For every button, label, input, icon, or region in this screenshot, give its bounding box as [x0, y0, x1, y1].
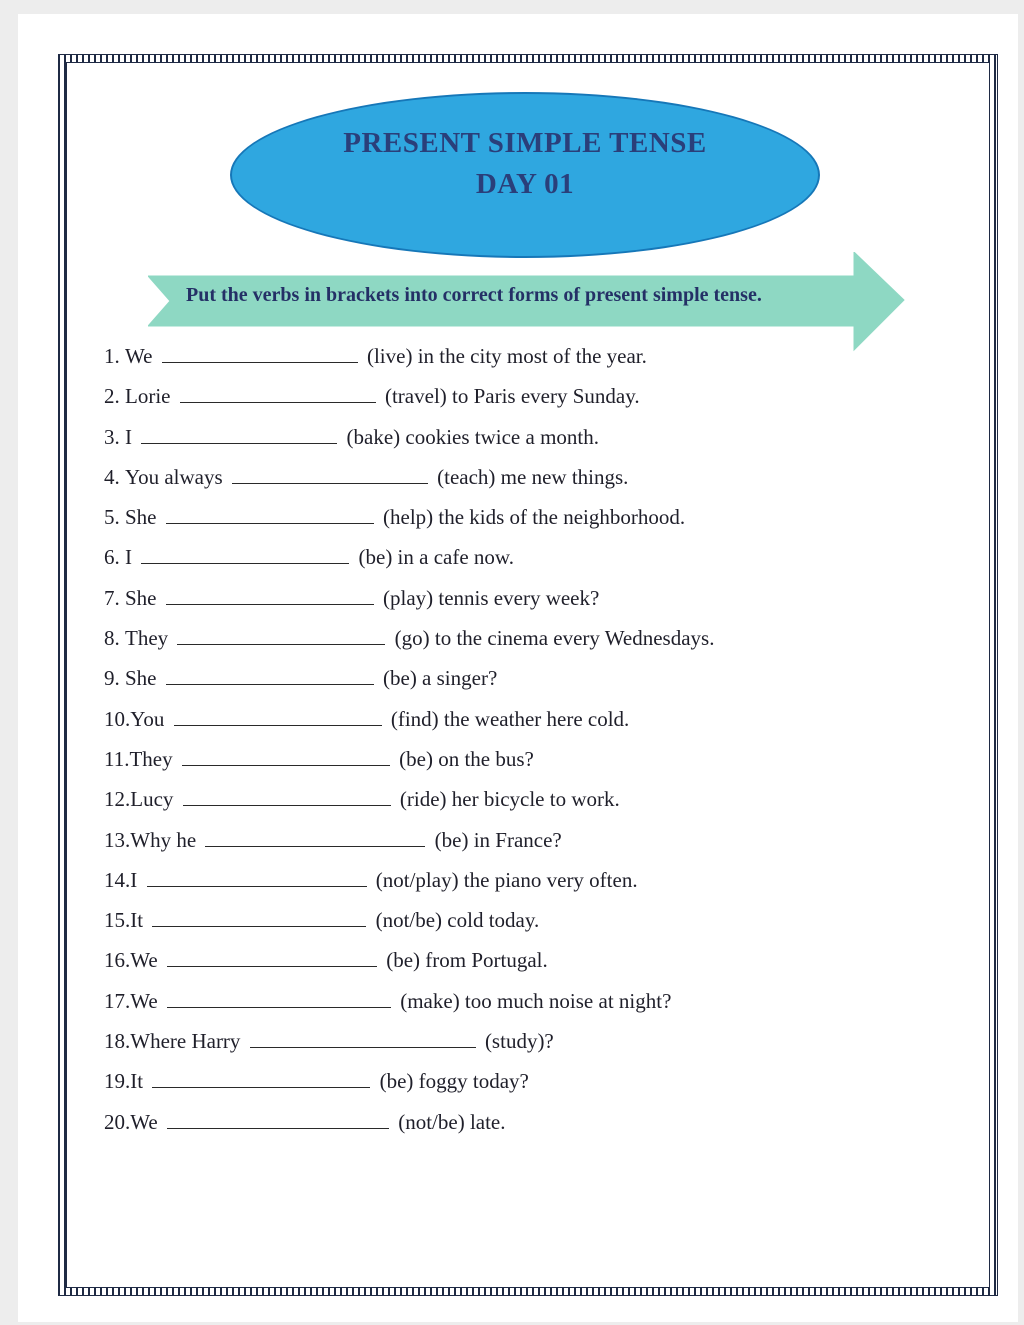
- exercise-prompt: (travel) to Paris every Sunday.: [384, 384, 640, 409]
- exercise-prompt: (teach) me new things.: [437, 464, 629, 489]
- answer-blank[interactable]: [152, 908, 366, 927]
- answer-blank[interactable]: [167, 989, 391, 1008]
- exercise-prompt: (live) in the city most of the year.: [366, 344, 647, 368]
- exercise-number: 14.: [104, 867, 131, 892]
- exercise-subject: Where Harry: [130, 1029, 241, 1054]
- exercise-number: 1.: [104, 344, 120, 368]
- answer-blank[interactable]: [174, 707, 382, 726]
- exercise-item: [104, 1029, 714, 1069]
- exercise-subject: She: [125, 666, 157, 691]
- exercise-prompt: (make) too much noise at night?: [400, 988, 672, 1013]
- exercise-prompt: (be) from Portugal.: [386, 948, 548, 973]
- exercise-subject: Lorie: [125, 384, 171, 409]
- exercise-number: 17.: [104, 988, 131, 1013]
- answer-blank[interactable]: [147, 868, 367, 887]
- exercise-subject: I: [125, 545, 132, 570]
- exercise-prompt: (go) to the cinema every Wednesdays.: [394, 626, 715, 651]
- instruction-text: Put the verbs in brackets into correct forms of present simple tense.: [186, 284, 762, 306]
- exercise-prompt: (not/be) late.: [398, 1109, 506, 1134]
- exercise-subject: She: [125, 585, 157, 610]
- exercise-prompt: (find) the weather here cold.: [390, 706, 630, 731]
- exercise-item: [104, 787, 714, 827]
- exercise-number: 20.: [104, 1109, 131, 1134]
- exercise-subject: I: [130, 867, 138, 892]
- exercise-number: 7.: [104, 585, 120, 610]
- page-title: PRESENT SIMPLE TENSE: [343, 127, 707, 159]
- exercise-item: [104, 1110, 714, 1150]
- exercise-item: [104, 465, 714, 505]
- answer-blank[interactable]: [180, 384, 376, 403]
- exercise-item: [104, 989, 714, 1029]
- answer-blank[interactable]: [141, 425, 337, 444]
- exercise-subject: It: [130, 1069, 144, 1094]
- exercise-subject: We: [130, 988, 158, 1013]
- exercise-subject: She: [125, 505, 157, 530]
- exercise-number: 10.: [104, 706, 131, 731]
- exercise-prompt: (be) foggy today?: [379, 1069, 529, 1094]
- answer-blank[interactable]: [205, 828, 425, 847]
- exercise-item: [104, 545, 714, 585]
- exercise-item: [104, 626, 714, 666]
- exercise-item: [104, 384, 714, 424]
- answer-blank[interactable]: [152, 1069, 370, 1088]
- exercise-item: [104, 908, 714, 948]
- exercise-number: 3.: [104, 424, 120, 449]
- answer-blank[interactable]: [232, 465, 428, 484]
- exercise-prompt: (not/play) the piano very often.: [375, 867, 638, 892]
- exercise-item: [104, 868, 714, 908]
- answer-blank[interactable]: [250, 1029, 476, 1048]
- exercise-subject: You: [130, 706, 165, 731]
- exercise-subject: They: [129, 746, 173, 771]
- exercise-prompt: (be) in France?: [434, 827, 562, 852]
- exercise-number: 12.: [104, 787, 131, 812]
- exercise-number: 9.: [104, 666, 120, 691]
- exercise-number: 2.: [104, 384, 120, 409]
- exercise-item: [104, 505, 714, 545]
- exercise-item: [104, 425, 714, 465]
- exercise-number: 18.: [104, 1029, 131, 1054]
- exercise-item: [104, 586, 714, 626]
- exercise-item: [104, 666, 714, 706]
- exercise-subject: They: [125, 626, 169, 651]
- exercise-item: [104, 828, 714, 868]
- exercise-list: [104, 344, 714, 1150]
- answer-blank[interactable]: [166, 586, 374, 605]
- answer-blank[interactable]: [166, 666, 374, 685]
- answer-blank[interactable]: [177, 626, 385, 645]
- exercise-number: 8.: [104, 626, 120, 651]
- exercise-item: [104, 747, 714, 787]
- exercise-prompt: (play) tennis every week?: [383, 585, 600, 610]
- exercise-prompt: (study)?: [484, 1029, 554, 1054]
- exercise-item: [104, 948, 714, 988]
- exercise-prompt: (bake) cookies twice a month.: [346, 424, 599, 449]
- exercise-prompt: (ride) her bicycle to work.: [399, 787, 620, 812]
- exercise-subject: Lucy: [130, 787, 174, 812]
- answer-blank[interactable]: [167, 1110, 389, 1129]
- exercise-subject: We: [125, 344, 153, 368]
- exercise-subject: We: [130, 948, 158, 973]
- page-subtitle: DAY 01: [475, 168, 575, 200]
- exercise-prompt: (be) in a cafe now.: [358, 545, 514, 570]
- exercise-subject: You always: [125, 464, 223, 489]
- exercise-number: 13.: [104, 827, 131, 852]
- exercise-prompt: (help) the kids of the neighborhood.: [383, 505, 686, 530]
- exercise-number: 15.: [104, 908, 131, 933]
- exercise-number: 4.: [104, 464, 120, 489]
- answer-blank[interactable]: [162, 344, 358, 363]
- exercise-subject: It: [130, 908, 144, 933]
- exercise-subject: We: [130, 1109, 158, 1134]
- exercise-number: 6.: [104, 545, 120, 570]
- exercise-prompt: (be) on the bus?: [399, 746, 534, 771]
- exercise-item: [104, 344, 714, 384]
- answer-blank[interactable]: [167, 948, 377, 967]
- exercise-prompt: (be) a singer?: [383, 666, 498, 691]
- exercise-prompt: (not/be) cold today.: [375, 908, 540, 933]
- exercise-number: 16.: [104, 948, 131, 973]
- exercise-subject: Why he: [130, 827, 197, 852]
- exercise-subject: I: [125, 424, 132, 449]
- answer-blank[interactable]: [141, 545, 349, 564]
- exercise-number: 5.: [104, 505, 120, 530]
- exercise-number: 19.: [104, 1069, 131, 1094]
- exercise-item: [104, 1069, 714, 1109]
- exercise-item: [104, 707, 714, 747]
- answer-blank[interactable]: [166, 505, 374, 524]
- answer-blank[interactable]: [182, 747, 390, 766]
- answer-blank[interactable]: [183, 787, 391, 806]
- exercise-number: 11.: [104, 746, 130, 771]
